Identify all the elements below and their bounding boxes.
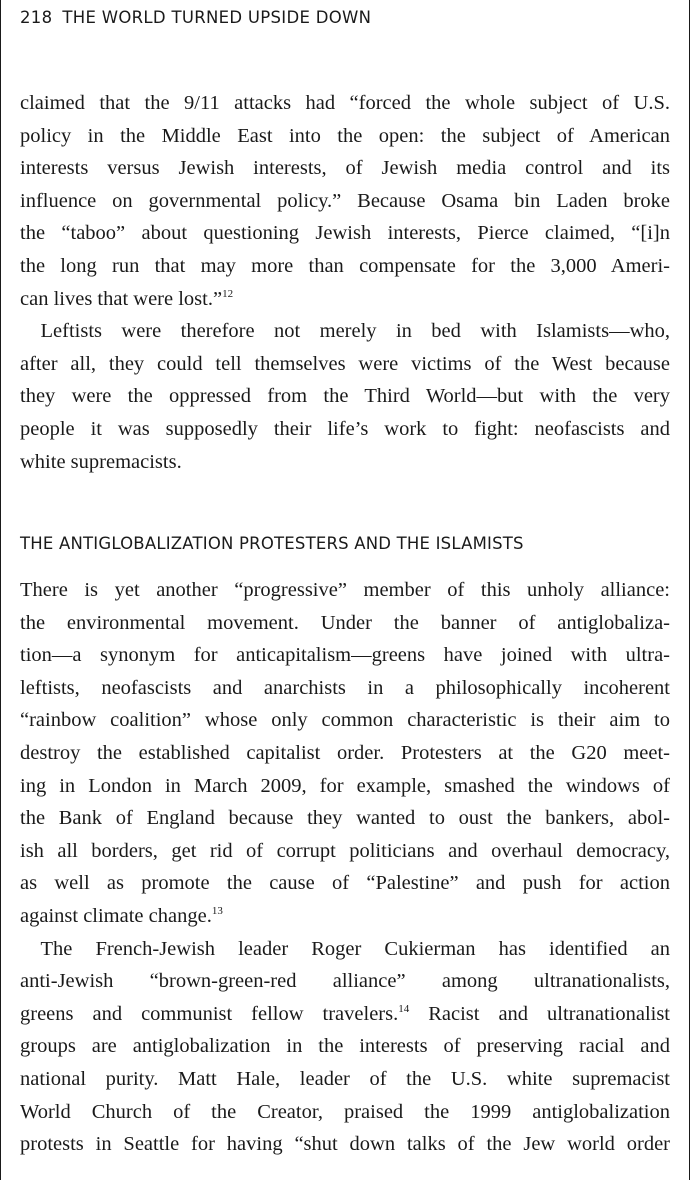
text-line [20,315,670,348]
line-text: after all, they could tell themselves were victims of the West because [20,352,670,375]
body-text-section-2 [20,574,670,1161]
section-heading: THE ANTIGLOBALIZATION PROTESTERS AND THE ISLAMISTS [20,534,524,553]
line-text: as well as promote the cause of “Palestine” and push for action [20,872,670,895]
text-line [20,120,670,153]
text-line [20,574,670,607]
text-line [20,933,670,966]
line-text: “rainbow coalition” whose only common characteristic is their aim to [20,709,670,732]
line-text: leftists, neofascists and anarchists in a philosophically incoherent [20,676,670,699]
line-text: the “taboo” about questioning Jewish interests, Pierce claimed, “[i]n [20,222,670,245]
text-line [20,1096,670,1129]
text-line [20,217,670,250]
line-text: ish all borders, get rid of corrupt politicians and overhaul democracy, [20,839,670,862]
line-text: anti-Jewish “brown-green-red alliance” among ultranationalists, [20,970,670,993]
text-line [20,965,670,998]
running-title: THE WORLD TURNED UPSIDE DOWN [62,8,372,27]
line-text: the long run that may more than compensate for the 3,000 Ameri- [20,254,670,277]
text-line [20,1128,670,1161]
line-text: interests versus Jewish interests, of Jewish media control and its [20,157,670,180]
text-line [20,348,670,381]
text-line [20,998,670,1031]
text-line [20,250,670,283]
text-line [20,185,670,218]
text-line [20,704,670,737]
line-text: policy in the Middle East into the open: the subject of American [20,124,670,147]
text-line [20,446,670,479]
line-text: can lives that were lost.” [20,287,223,310]
running-head [20,8,371,27]
text-line [20,900,670,933]
text-line [20,737,670,770]
text-line [20,413,670,446]
line-text: the Bank of England because they wanted to oust the bankers, abol- [20,807,670,830]
line-text: people it was supposedly their life’s work to fight: neofascists and [20,417,670,440]
footnote-marker: 13 [211,905,223,918]
text-line [20,770,670,803]
footnote-marker: 14 [398,1002,410,1015]
line-text: Leftists were therefore not merely in bed with Islamists—who, [20,320,670,343]
text-line [20,380,670,413]
text-line [20,607,670,640]
text-line [20,1030,670,1063]
line-text: tion—a synonym for anticapitalism—greens have joined with ultra- [20,644,670,667]
page-number: 218 [20,8,53,27]
line-text: the environmental movement. Under the banner of antiglobaliza- [20,611,670,634]
line-text: World Church of the Creator, praised the 1999 antiglobalization [20,1100,670,1123]
text-line [20,152,670,185]
line-text: influence on governmental policy.” Because Osama bin Laden broke [20,189,670,212]
text-line [20,639,670,672]
line-text: groups are antiglobalization in the interests of preserving racial and [20,1035,670,1058]
text-line [20,87,670,120]
body-text-section-1 [20,87,670,478]
line-text: There is yet another “progressive” member of this unholy alliance: [20,579,670,601]
text-line [20,283,670,316]
line-text: ing in London in March 2009, for example, smashed the windows of [20,774,670,797]
line-text: against climate change. [20,904,212,927]
text-line [20,672,670,705]
text-line [20,867,670,900]
text-line [20,802,670,835]
line-text: claimed that the 9/11 attacks had “forced the whole subject of U.S. [20,92,670,114]
line-text: they were the oppressed from the Third World—but with the very [20,385,670,408]
text-line [20,1063,670,1096]
line-text: national purity. Matt Hale, leader of the U.S. white supremacist [20,1067,670,1090]
footnote-marker: 12 [222,287,234,300]
line-text: protests in Seattle for having “shut down talks of the Jew world order [20,1133,670,1156]
line-text: white supremacists. [20,450,182,473]
line-text-continued: Racist and ultranationalist [409,1002,671,1025]
text-line [20,835,670,868]
line-text: greens and communist fellow travelers. [20,1002,399,1025]
line-text: destroy the established capitalist order. Protesters at the G20 meet- [20,741,670,764]
line-text: The French-Jewish leader Roger Cukierman has identified an [20,937,670,960]
